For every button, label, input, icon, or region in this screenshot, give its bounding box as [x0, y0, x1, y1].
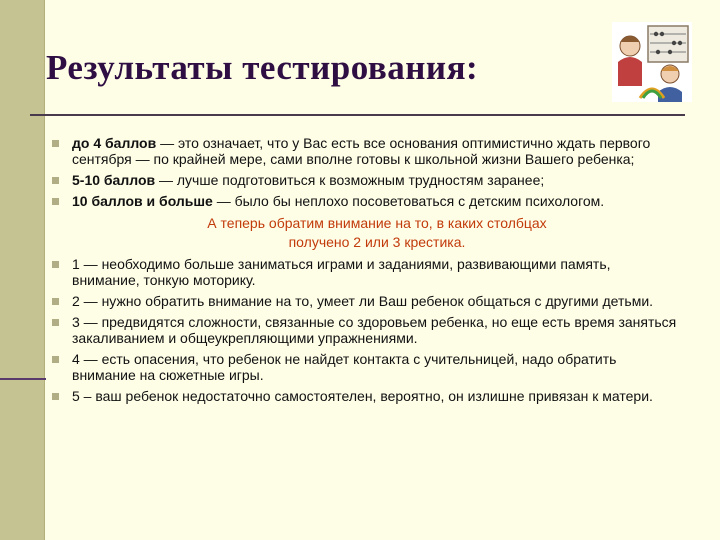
list-item: 5 – ваш ребенок недостаточно самостоятелен, вероятно, он излишне привязан к матери.	[52, 388, 682, 404]
list-item: 3 — предвидятся сложности, связанные со здоровьем ребенка, но еще есть время заняться закаливанием и общеукрепляющими упражнениями.	[52, 314, 682, 346]
bullet-icon	[52, 298, 59, 305]
slide-title: Результаты тестирования:	[46, 48, 479, 87]
list-item: 4 — есть опасения, что ребенок не найдет контакта с учительницей, надо обратить внимание на сюжетные игры.	[52, 351, 682, 383]
list-item: 10 баллов и больше — было бы неплохо посоветоваться с детским психологом.	[52, 193, 682, 209]
list-item: 2 — нужно обратить внимание на то, умеет ли Ваш ребенок общаться с другими детьми.	[52, 293, 682, 309]
slide-body	[52, 135, 682, 409]
bullet-icon	[52, 261, 59, 268]
bullet-icon	[52, 140, 59, 147]
highlight-note-line: А теперь обратим внимание на то, в каких столбцах	[207, 215, 547, 231]
children-with-abacus-icon	[612, 22, 692, 102]
bullet-icon	[52, 356, 59, 363]
highlight-note-line: получено 2 или 3 крестика.	[288, 234, 466, 250]
left-decor-bar	[0, 0, 45, 540]
bullet-icon	[52, 177, 59, 184]
bullet-icon	[52, 393, 59, 400]
list-item: 1 — необходимо больше заниматься играми и заданиями, развивающими память, внимание, тонкую моторику.	[52, 256, 682, 288]
bullet-icon	[52, 198, 59, 205]
side-divider	[0, 378, 46, 380]
highlight-note	[72, 214, 682, 252]
list-item: 5-10 баллов — лучше подготовиться к возможным трудностям заранее;	[52, 172, 682, 188]
bullet-icon	[52, 319, 59, 326]
list-item: до 4 баллов — это означает, что у Вас есть все основания оптимистично ждать первого сентября — по крайней мере, сами вполне готовы к школьной жизни Вашего ребенка;	[52, 135, 682, 167]
title-divider	[30, 114, 685, 116]
